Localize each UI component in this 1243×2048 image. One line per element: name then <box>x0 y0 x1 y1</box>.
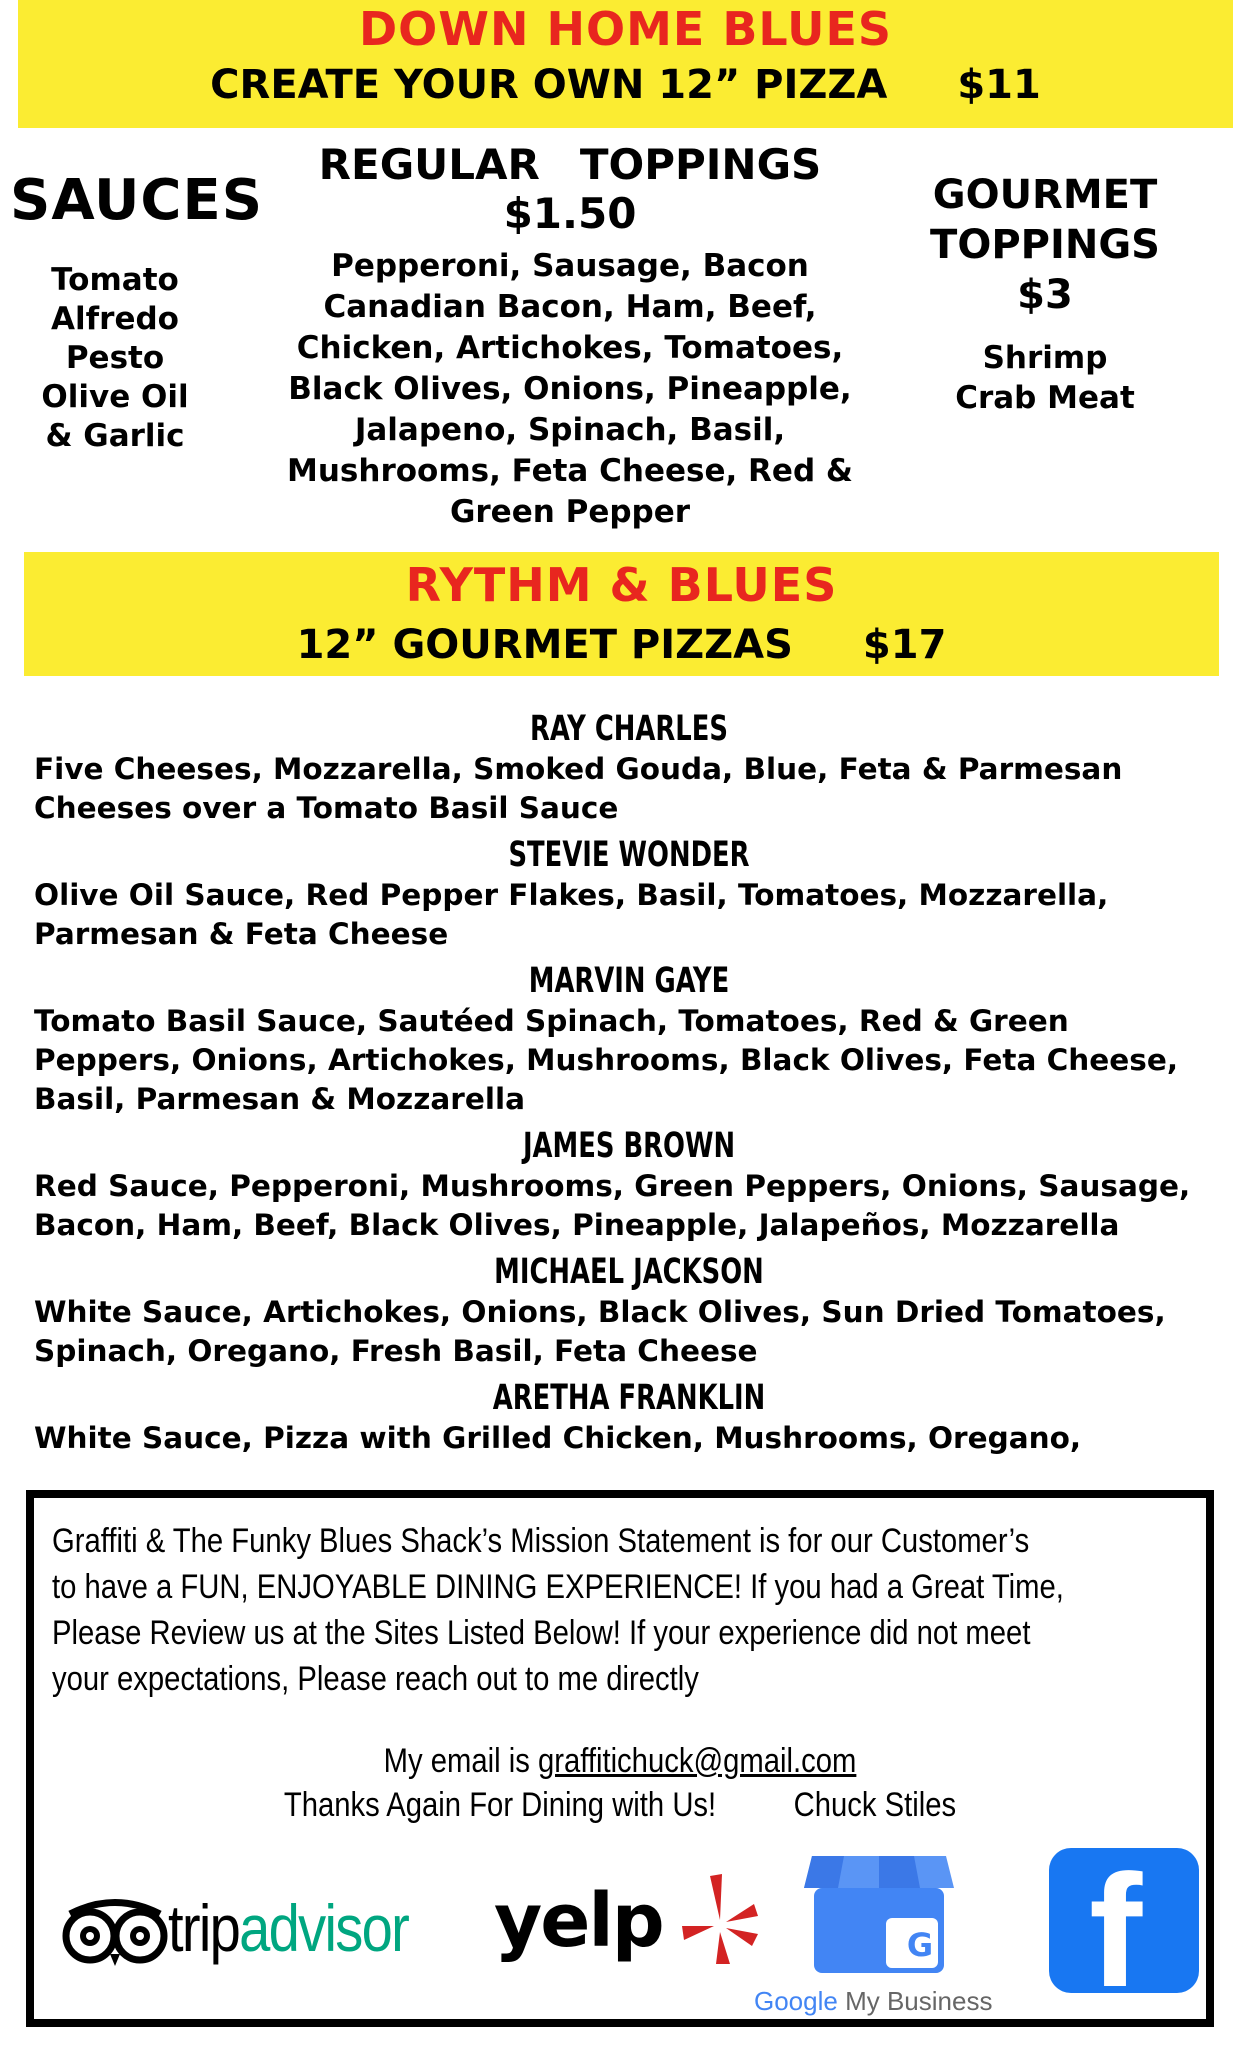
regular-toppings-column <box>265 140 875 533</box>
create-your-own-banner <box>18 0 1233 128</box>
pizza-name: JAMES BROWN <box>522 1126 736 1166</box>
pizza-name: RAY CHARLES <box>530 709 728 749</box>
pizza-description-line: White Sauce, Pizza with Grilled Chicken, Mushrooms, Oregano, <box>34 1421 1082 1455</box>
owl-icon <box>60 1886 170 1976</box>
banner-subtitle <box>18 62 1233 108</box>
tripadvisor-text-prefix: trip <box>168 1891 240 1965</box>
pizza-description-line: White Sauce, Artichokes, Onions, Black Olives, Sun Dried Tomatoes, <box>34 1295 1166 1329</box>
pizza-name: MARVIN GAYE <box>528 961 730 1001</box>
pizza-description <box>34 876 1224 954</box>
mission-line: to have a FUN, ENJOYABLE DINING EXPERIENCE! If you had a Great Time, <box>52 1568 1064 1606</box>
tripadvisor-text-suffix: advisor <box>239 1891 409 1965</box>
sauce-item: Alfredo <box>51 301 179 337</box>
email-prefix: My email is <box>383 1742 538 1780</box>
pizza-name: MICHAEL JACKSON <box>494 1252 764 1292</box>
pizza-item <box>34 960 1224 1119</box>
pizza-description-line: Cheeses over a Tomato Basil Sauce <box>34 791 619 825</box>
sauce-item: & Garlic <box>45 418 185 454</box>
pizza-name: STEVIE WONDER <box>508 835 750 875</box>
gourmet-pizzas-banner <box>24 552 1219 676</box>
topping-line: Canadian Bacon, Ham, Beef, <box>323 289 817 325</box>
gourmet-heading-price: TOPPINGS $3 <box>930 222 1160 318</box>
pizza-description <box>34 1002 1224 1119</box>
tripadvisor-logo[interactable] <box>60 1878 440 1978</box>
pizza-description-line: Tomato Basil Sauce, Sautéed Spinach, Tomatoes, Red & Green <box>34 1004 1069 1038</box>
pizza-item <box>34 1125 1224 1245</box>
sauces-list <box>10 261 220 456</box>
pizza-description <box>34 1293 1224 1371</box>
banner-price: $17 <box>862 622 947 668</box>
pizza-description <box>34 750 1224 828</box>
pizza-description-line: Red Sauce, Pepperoni, Mushrooms, Green Peppers, Onions, Sausage, <box>34 1169 1191 1203</box>
regular-toppings-heading <box>265 140 875 238</box>
pizza-description-line: Five Cheeses, Mozzarella, Smoked Gouda, Blue, Feta & Parmesan <box>34 752 1123 786</box>
mission-line: Please Review us at the Sites Listed Below! If your experience did not meet <box>52 1614 1031 1652</box>
pizza-description-line: Peppers, Onions, Artichokes, Mushrooms, Black Olives, Feta Cheese, <box>34 1043 1179 1077</box>
banner-price: $11 <box>957 62 1041 108</box>
signature: Chuck Stiles <box>793 1786 957 1824</box>
facebook-icon <box>1049 1848 1199 1993</box>
gmb-g-letter: G <box>906 1926 934 1964</box>
pizza-item <box>34 834 1224 954</box>
gourmet-toppings-heading <box>900 170 1190 320</box>
pizza-item <box>34 1251 1224 1371</box>
gourmet-item: Shrimp <box>982 340 1108 376</box>
topping-line: Black Olives, Onions, Pineapple, <box>288 371 852 407</box>
yelp-burst-icon <box>672 1868 762 1968</box>
topping-line: Pepperoni, Sausage, Bacon <box>331 248 809 284</box>
pizza-description <box>34 1167 1224 1245</box>
pizza-description-line: Basil, Parmesan & Mozzarella <box>34 1082 525 1116</box>
pizza-description-line: Spinach, Oregano, Fresh Basil, Feta Cheese <box>34 1334 758 1368</box>
thanks-text: Thanks Again For Dining with Us! <box>283 1786 717 1824</box>
gourmet-toppings-list <box>900 338 1190 418</box>
mission-line: your expectations, Please reach out to me directly <box>52 1660 699 1698</box>
facebook-f: f <box>1089 1848 1143 1993</box>
banner-title: RYTHM & BLUES <box>405 558 838 612</box>
pizza-item <box>34 708 1224 828</box>
banner-subtitle-text: CREATE YOUR OWN 12” PIZZA <box>210 62 888 108</box>
yelp-logo[interactable] <box>494 1868 764 1978</box>
topping-line: Jalapeno, Spinach, Basil, <box>354 412 786 448</box>
banner-subtitle-text: 12” GOURMET PIZZAS <box>296 622 793 668</box>
sauces-column <box>10 168 264 456</box>
banner-subtitle <box>24 622 1219 668</box>
my-business-text: My Business <box>837 1986 993 2016</box>
pizza-name: ARETHA FRANKLIN <box>492 1378 766 1418</box>
google-my-business-logo[interactable] <box>754 1848 1044 2018</box>
gourmet-item: Crab Meat <box>955 380 1135 416</box>
pizza-description-line: Parmesan & Feta Cheese <box>34 917 449 951</box>
pizza-description <box>34 1419 1224 1458</box>
mission-statement-box <box>26 1490 1214 2027</box>
sauce-item: Pesto <box>65 340 165 376</box>
facebook-logo[interactable] <box>1049 1848 1204 1998</box>
regular-toppings-list <box>265 246 875 533</box>
toppings-price-heading: TOPPINGS $1.50 <box>503 140 822 238</box>
pizza-description-line: Olive Oil Sauce, Red Pepper Flakes, Basil, Tomatoes, Mozzarella, <box>34 878 1109 912</box>
topping-line: Chicken, Artichokes, Tomatoes, <box>296 330 844 366</box>
thanks-line <box>116 1786 1124 1825</box>
regular-heading-word: REGULAR <box>318 140 540 189</box>
gourmet-toppings-column <box>900 170 1190 418</box>
topping-line: Mushrooms, Feta Cheese, Red & <box>287 453 853 489</box>
gourmet-heading-line: GOURMET <box>932 172 1158 218</box>
banner-title: DOWN HOME BLUES <box>359 2 892 56</box>
gourmet-pizza-list <box>34 708 1224 1464</box>
gmb-wordmark <box>754 1986 992 2017</box>
topping-line: Green Pepper <box>449 494 691 530</box>
email-link[interactable]: graffitichuck@gmail.com <box>537 1742 857 1780</box>
pizza-description-line: Bacon, Ham, Beef, Black Olives, Pineapple, Jalapeños, Mozzarella <box>34 1208 1120 1242</box>
pizza-item <box>34 1377 1224 1458</box>
mission-line: Graffiti & The Funky Blues Shack’s Mission Statement is for our Customer’s <box>52 1522 1030 1560</box>
sauces-heading: SAUCES <box>10 168 264 233</box>
sauce-item: Olive Oil <box>41 379 189 415</box>
sauce-item: Tomato <box>51 262 179 298</box>
yelp-text: yelp <box>494 1878 663 1964</box>
email-line <box>116 1742 1124 1781</box>
google-wordmark: Google <box>754 1986 838 2016</box>
mission-statement <box>52 1518 1196 1702</box>
